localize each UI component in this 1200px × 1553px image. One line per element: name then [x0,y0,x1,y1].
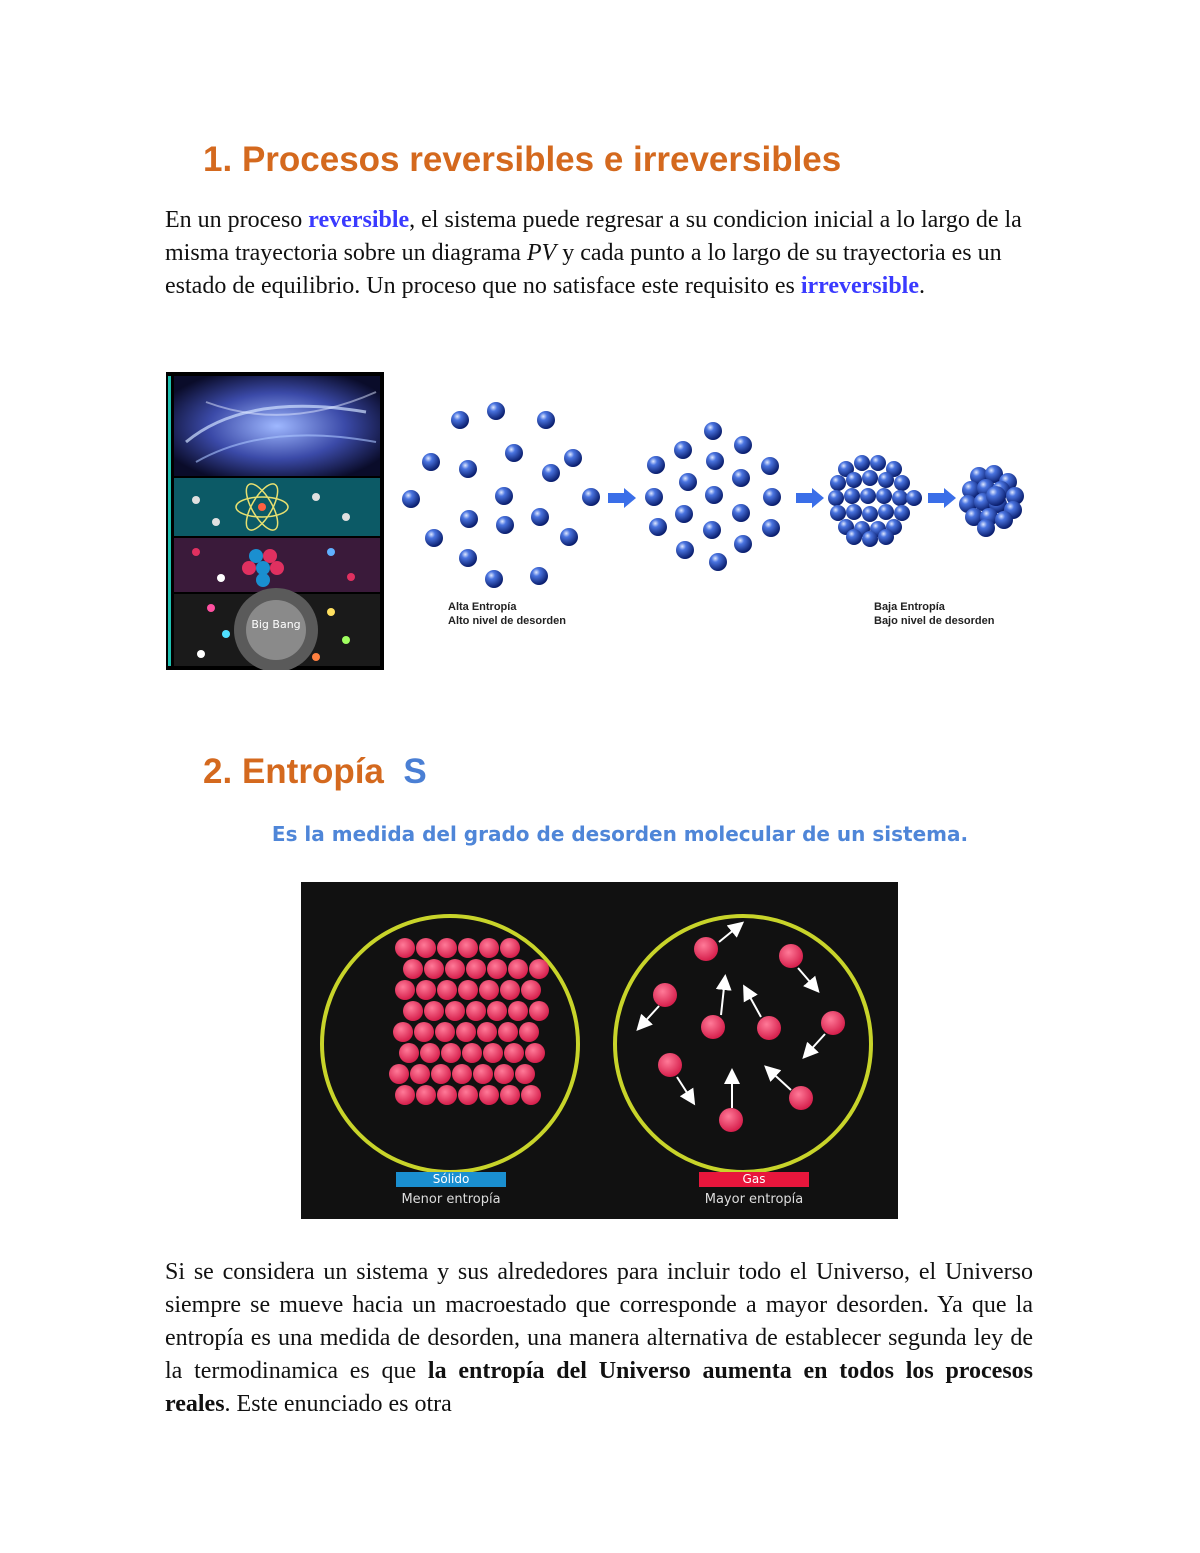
solid-particle [403,1001,423,1021]
solid-sublabel: Menor entropía [401,1192,501,1207]
solid-particle [441,1043,461,1063]
para-text: , el sistema puede regresar a su condicion inicial a lo largo de la misma trayectoria sobre un diagrama [165,207,1022,266]
solid-particle [403,959,423,979]
solid-particle [483,1043,503,1063]
solid-particle [399,1043,419,1063]
solid-particle [420,1043,440,1063]
entropy-definition: Es la medida del grado de desorden molecular de un sistema. [271,822,969,846]
keyword-irreversible: irreversible [800,273,919,299]
solid-particle [437,938,457,958]
solid-particle [395,1085,415,1105]
gas-label: Gas [742,1172,766,1186]
section-2-title: Entropía [241,752,384,791]
section-1-title: Procesos reversibles e irreversibles [241,140,842,179]
solid-particle [452,1064,472,1084]
entropy-molecules-diagram [396,372,1028,642]
para-text: . [918,273,925,299]
gas-sublabel: Mayor entropía [704,1192,804,1207]
solid-particle [458,938,478,958]
solid-particle [521,1085,541,1105]
solid-particle [500,980,520,1000]
solid-particle [393,1022,413,1042]
solid-particle [525,1043,545,1063]
solid-particle [458,980,478,1000]
para-text: . Este enunciado es otra [224,1391,452,1417]
solid-particle [500,938,520,958]
solid-particle [424,959,444,979]
solid-particle [437,1085,457,1105]
solid-particle [466,959,486,979]
section-1-heading [203,140,841,180]
solid-gas-figure [301,882,898,1219]
solid-label: Sólido [432,1172,470,1186]
solid-particle [416,1085,436,1105]
para-text: En un proceso [165,207,309,233]
solid-particle [479,980,499,1000]
solid-particle [456,1022,476,1042]
solid-particle [435,1022,455,1042]
solid-particle [494,1064,514,1084]
solid-particle [416,938,436,958]
solid-particle [437,980,457,1000]
section-2-heading [203,752,427,792]
low-entropy-caption [874,600,994,628]
solid-particle [487,959,507,979]
caption-low-entropy-desc: Bajo nivel de desorden [874,615,995,627]
section-2-paragraph [165,1256,1033,1421]
solid-particle [395,980,415,1000]
solid-particle [479,938,499,958]
solid-particle [498,1022,518,1042]
entropy-symbol: S [403,752,427,791]
solid-particle [445,1001,465,1021]
solid-particle [477,1022,497,1042]
solid-particle [466,1001,486,1021]
para-text: Si se considera un sistema y sus alrededores para incluir todo el Universo, el Universo siempre se mueve hacia un macroestado que corresponde a mayor desorden. Ya que la entropía es una medida de desorden, una manera alternativa de establecer segunda ley de la termodinamica es que [165,1259,1033,1384]
para-bold-statement: la entropía del Universo aumenta en todos los procesos reales [165,1358,1034,1417]
solid-particle [431,1064,451,1084]
solid-particle [519,1022,539,1042]
section-2-number: 2. [203,752,233,791]
solid-particle [462,1043,482,1063]
solid-particle [508,959,528,979]
solid-particle [414,1022,434,1042]
keyword-reversible: reversible [308,207,410,233]
solid-particle [529,1001,549,1021]
solid-particle [416,980,436,1000]
solid-particle [473,1064,493,1084]
solid-particle [395,938,415,958]
section-1-number: 1. [203,140,233,179]
big-bang-label: Big Bang [251,618,301,631]
pv-symbol: PV [526,240,557,266]
solid-particle [500,1085,520,1105]
solid-particle [487,1001,507,1021]
high-entropy-caption [448,600,566,628]
solid-particle [458,1085,478,1105]
solid-particle [445,959,465,979]
solid-particle [508,1001,528,1021]
solid-particle [521,980,541,1000]
solid-particle [424,1001,444,1021]
solid-particle [389,1064,409,1084]
caption-low-entropy-title: Baja Entropía [874,601,945,613]
solid-gas-svg [301,882,898,1219]
solid-particle [515,1064,535,1084]
solid-particle [504,1043,524,1063]
solid-particle [479,1085,499,1105]
solid-particle [410,1064,430,1084]
cosmic-evolution-image [166,372,384,670]
para-text: y cada punto a lo largo de su trayectoria es un estado de equilibrio. Un proceso que no satisface este requisito es [165,240,1002,299]
caption-high-entropy-title: Alta Entropía [448,601,517,613]
caption-high-entropy-desc: Alto nivel de desorden [448,615,566,627]
solid-particle [529,959,549,979]
section-1-paragraph [165,204,1045,303]
